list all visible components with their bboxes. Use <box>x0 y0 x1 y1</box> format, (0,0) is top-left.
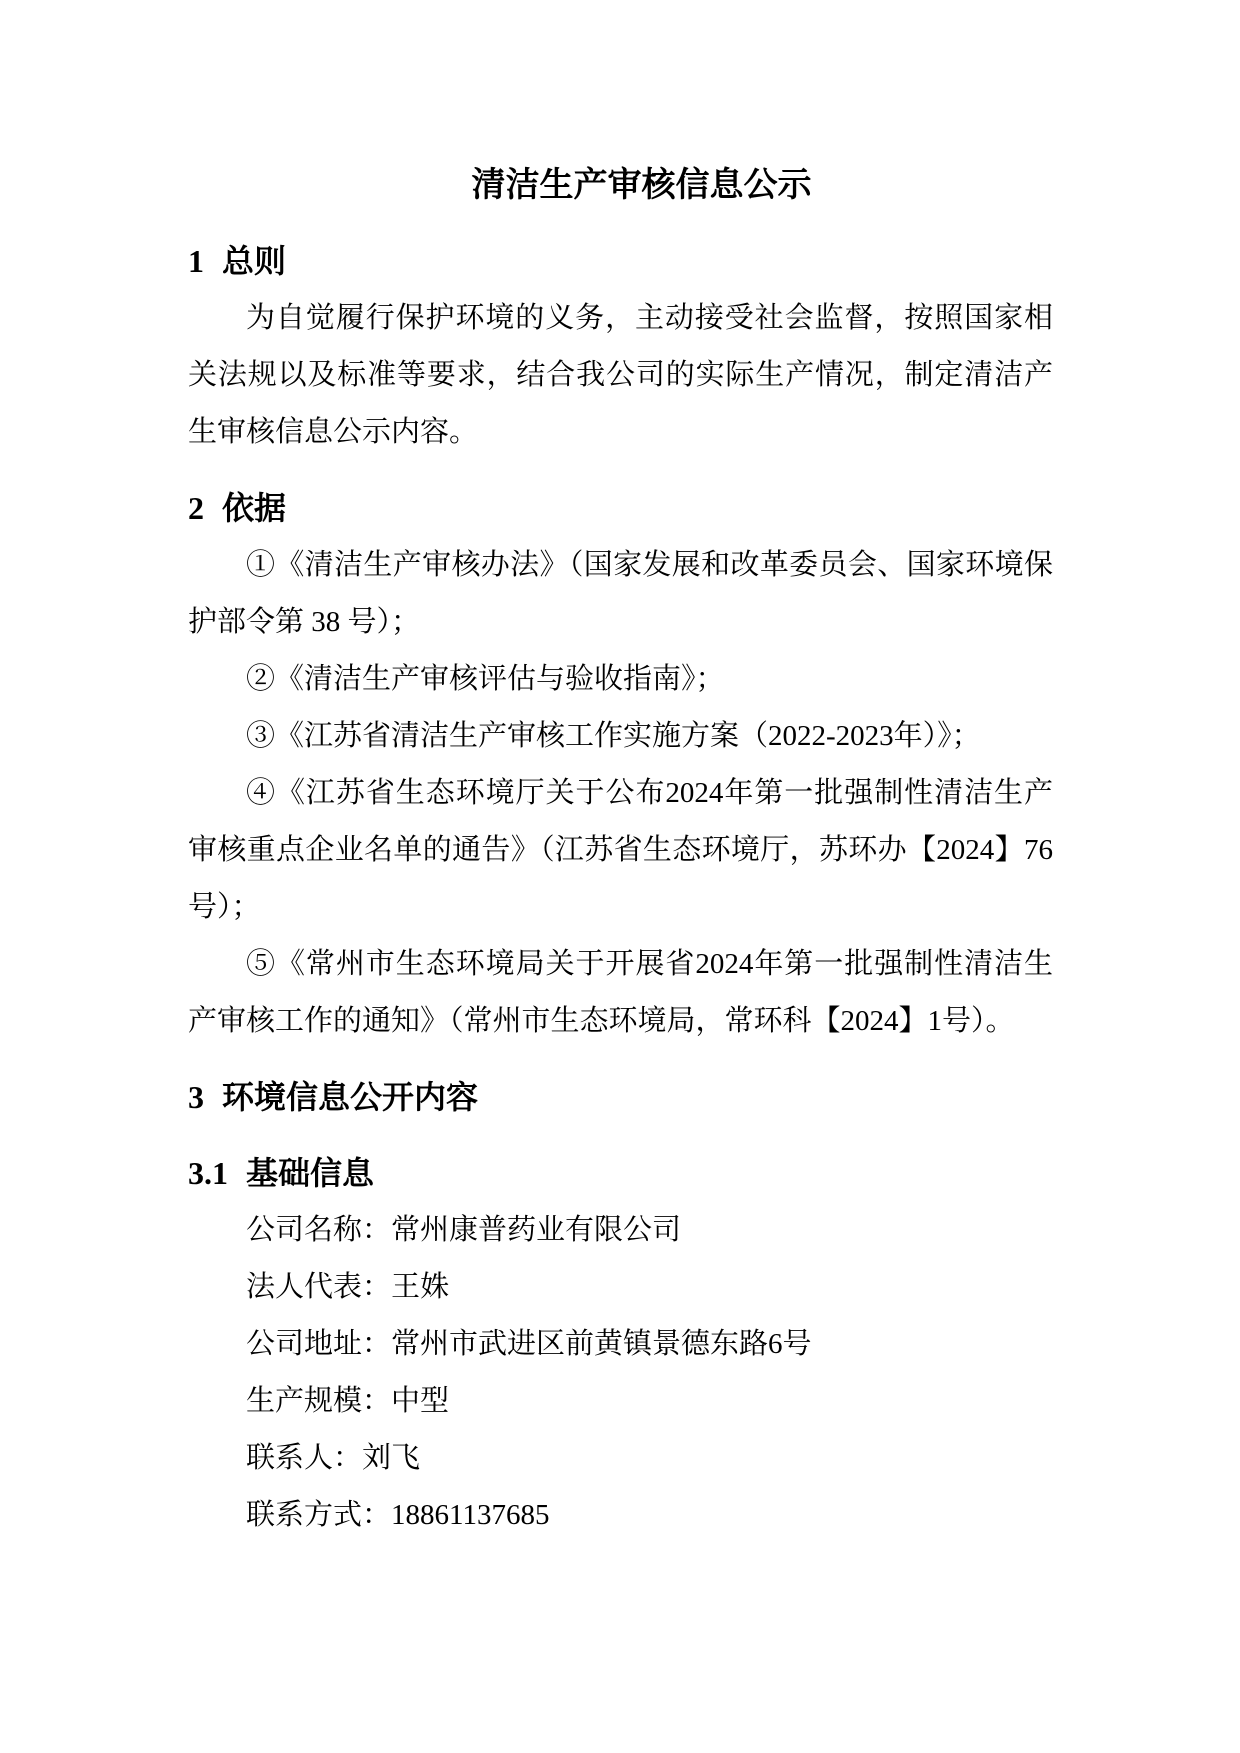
subsection-heading-3-1 <box>188 1145 1053 1202</box>
field-label: 联系方式： <box>246 1499 392 1531</box>
subsection-title: 基础信息 <box>246 1155 375 1191</box>
field-value: 18861137685 <box>391 1499 550 1531</box>
field-label: 公司名称： <box>246 1214 392 1246</box>
section-number: 1 <box>188 243 204 279</box>
paragraph-reference-5: ⑤《常州市生态环境局关于开展省2024年第一批强制性清洁生产审核工作的通知》（常州市生态环境局，常环科【2024】1号）。 <box>188 948 1053 1037</box>
paragraph-reference-4: ④《江苏省生态环境厅关于公布2024年第一批强制性清洁生产审核重点企业名单的通告》（江苏省生态环境厅，苏环办【2024】76号）； <box>188 777 1053 923</box>
info-line-contact-phone <box>188 1487 1053 1544</box>
paragraph-reference-3: ③《江苏省清洁生产审核工作实施方案（2022-2023年）》； <box>246 720 981 752</box>
field-value: 常州康普药业有限公司 <box>391 1214 682 1246</box>
paragraph-reference-2: ②《清洁生产审核评估与验收指南》； <box>246 663 725 695</box>
info-line-legal-representative <box>188 1259 1053 1316</box>
section-number: 2 <box>188 490 204 526</box>
section-title: 总则 <box>222 243 287 279</box>
field-label: 联系人： <box>246 1442 363 1474</box>
field-label: 法人代表： <box>246 1271 392 1303</box>
field-label: 生产规模： <box>246 1385 392 1417</box>
section-heading-3 <box>188 1069 1053 1126</box>
subsection-number: 3.1 <box>188 1155 228 1191</box>
field-label: 公司地址： <box>246 1328 392 1360</box>
info-line-contact-person <box>188 1430 1053 1487</box>
field-value: 中型 <box>391 1385 450 1417</box>
section-title: 依据 <box>222 490 287 526</box>
field-value: 常州市武进区前黄镇景德东路6号 <box>391 1328 812 1360</box>
field-value: 王姝 <box>391 1271 450 1303</box>
field-value: 刘飞 <box>362 1442 421 1474</box>
document-title: 清洁生产审核信息公示 <box>471 167 812 204</box>
paragraph-reference-1: ①《清洁生产审核办法》（国家发展和改革委员会、国家环境保护部令第 38 号）； <box>188 549 1053 638</box>
section-title: 环境信息公开内容 <box>222 1079 479 1115</box>
info-line-production-scale <box>188 1373 1053 1430</box>
section-number: 3 <box>188 1079 204 1115</box>
info-line-company-address <box>188 1316 1053 1373</box>
paragraph: 为自觉履行保护环境的义务，主动接受社会监督，按照国家相关法规以及标准等要求，结合我公司的实际生产情况，制定清洁产生审核信息公示内容。 <box>188 302 1053 448</box>
section-heading-1 <box>188 233 1053 290</box>
section-heading-2 <box>188 480 1053 537</box>
info-line-company-name <box>188 1202 1053 1259</box>
